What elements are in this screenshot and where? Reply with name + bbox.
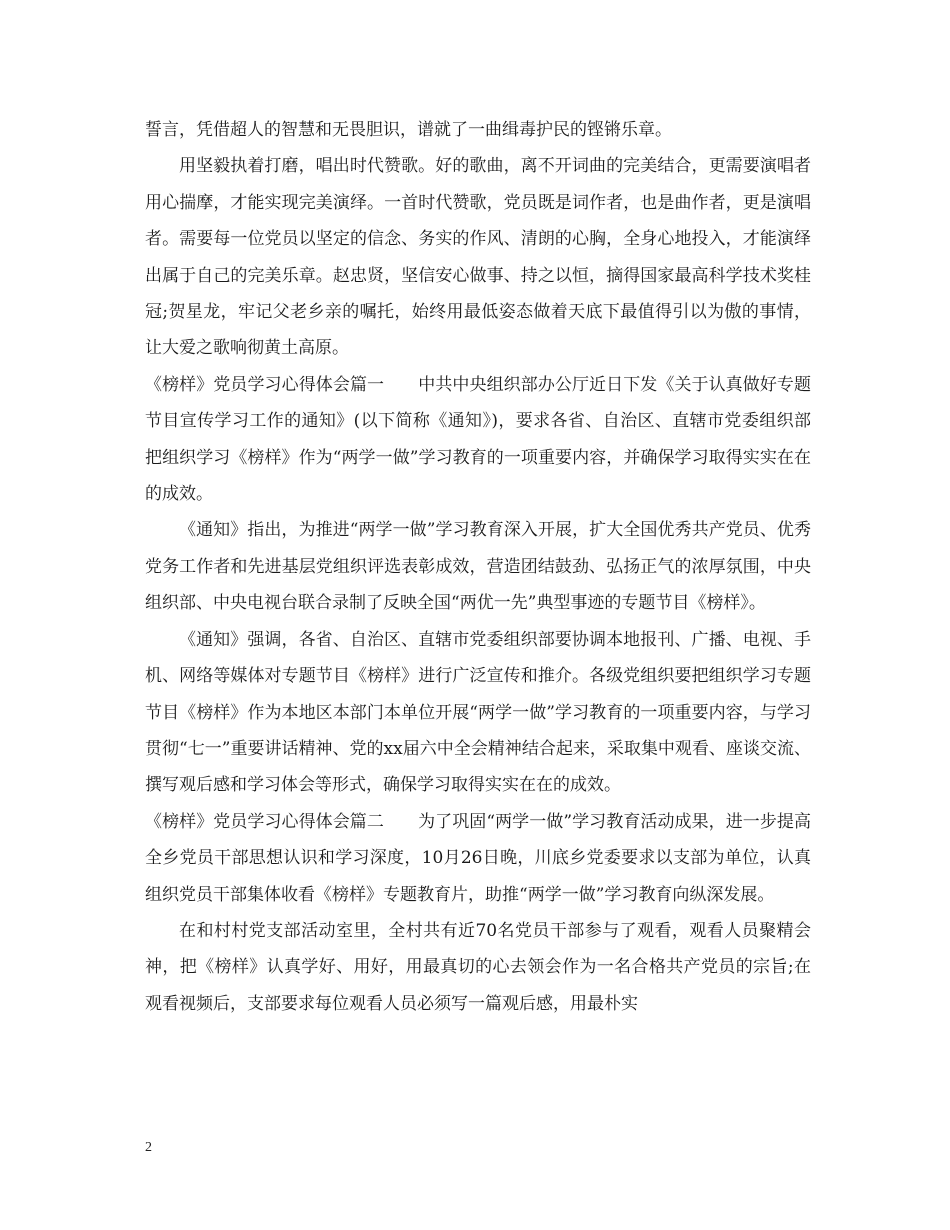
paragraph-5: 《通知》强调，各省、自治区、直辖市党委组织部要协调本地报刊、广播、电视、手机、网络等媒体对专题节目《榜样》进行广泛宣传和推介。各级党组织要把组织学习专题节目《榜样》作为本地区本部门本单位开展“两学一做”学习教育的一项重要内容，与学习贯彻“七一”重要讲话精神、党的xx届六中全会精神结合起来，采取集中观看、座谈交流、撰写观后感和学习体会等形式，确保学习取得实实在在的成效。 <box>145 629 811 796</box>
paragraph-2: 用坚毅执着打磨，唱出时代赞歌。好的歌曲，离不开词曲的完美结合，更需要演唱者用心揣摩，才能实现完美演绎。一首时代赞歌，党员既是词作者，也是曲作者，更是演唱者。需要每一位党员以坚定的信念、务实的作风、清朗的心胸，全身心地投入，才能演绎出属于自己的完美乐章。赵忠贤，坚信安心做事、持之以恒，摘得国家最高科学技术奖桂冠;贺星龙，牢记父老乡亲的嘱托，始终用最低姿态做着天底下最值得引以为傲的事情，让大爱之歌响彻黄土高原。 <box>145 156 811 359</box>
paragraph-4: 《通知》指出，为推进“两学一做”学习教育深入开展，扩大全国优秀共产党员、优秀党务工作者和先进基层党组织评选表彰成效，营造团结鼓劲、弘扬正气的浓厚氛围，中央组织部、中央电视台联合录制了反映全国“两优一先”典型事迹的专题节目《榜样》。 <box>145 520 811 614</box>
document-body <box>145 112 811 1022</box>
paragraph-6: 《榜样》党员学习心得体会篇二 为了巩固“两学一做”学习教育活动成果，进一步提高全乡党员干部思想认识和学习深度，10月26日晚，川底乡党委要求以支部为单位，认真组织党员干部集体收看《榜样》专题教育片，助推“两学一做”学习教育向纵深发展。 <box>145 811 811 905</box>
paragraph-7: 在和村村党支部活动室里，全村共有近70名党员干部参与了观看，观看人员聚精会神，把《榜样》认真学好、用好，用最真切的心去领会作为一名合格共产党员的宗旨;在观看视频后，支部要求每位观看人员必须写一篇观后感，用最朴实 <box>145 920 811 1014</box>
paragraph-1: 誓言，凭借超人的智慧和无畏胆识，谱就了一曲缉毒护民的铿锵乐章。 <box>145 120 672 140</box>
page-number: 2 <box>145 1140 152 1155</box>
paragraph-3: 《榜样》党员学习心得体会篇一 中共中央组织部办公厅近日下发《关于认真做好专题节目宣传学习工作的通知》(以下简称《通知》)，要求各省、自治区、直辖市党委组织部把组织学习《榜样》作为“两学一做”学习教育的一项重要内容，并确保学习取得实实在在的成效。 <box>145 374 811 505</box>
